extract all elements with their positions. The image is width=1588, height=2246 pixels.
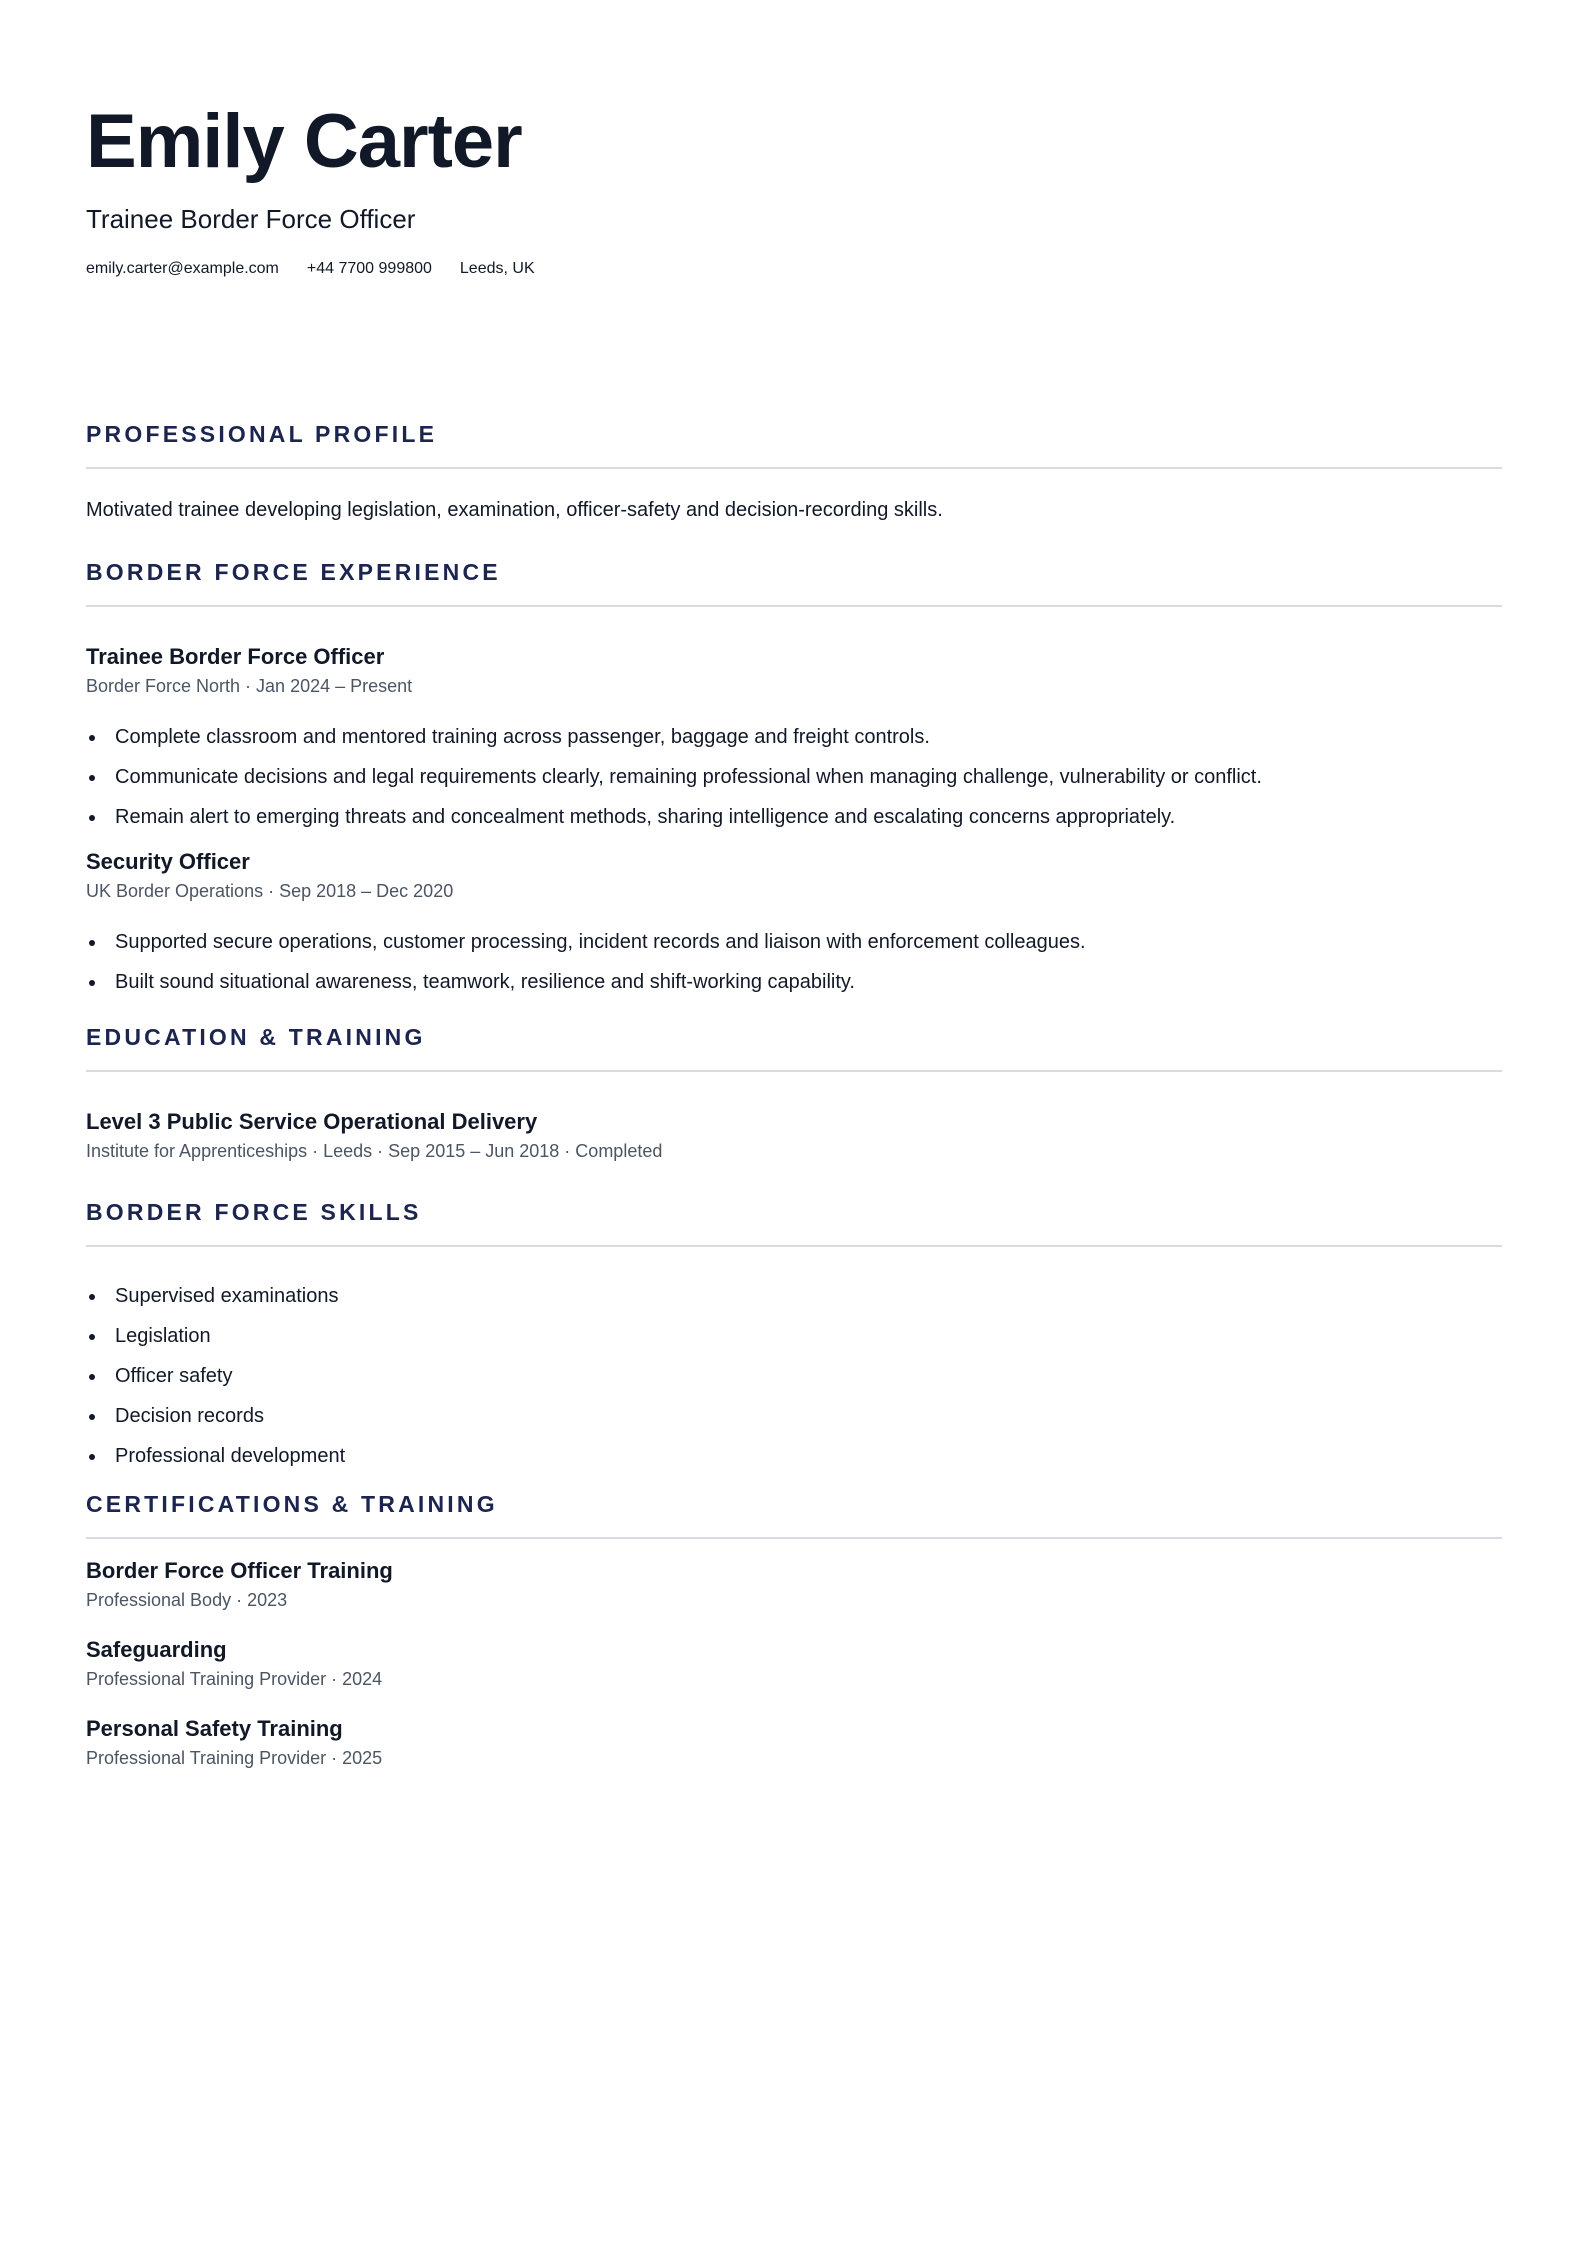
section-divider [86, 605, 1502, 607]
job-title: Security Officer [86, 849, 250, 874]
education-meta: Institute for Apprenticeships · Leeds · Sep 2015 – Jun 2018 · Completed [86, 1141, 663, 1161]
section-divider [86, 1245, 1502, 1247]
skill-item: Legislation [86, 1322, 1502, 1350]
job-meta: Border Force North · Jan 2024 – Present [86, 676, 413, 696]
certification-name: Border Force Officer Training [86, 1558, 393, 1583]
job-title: Trainee Border Force Officer [86, 644, 385, 669]
education-name: Level 3 Public Service Operational Delivery [86, 1109, 538, 1134]
skill-item: Professional development [86, 1442, 1502, 1470]
education-entry [86, 1107, 1502, 1164]
skill-item: Supervised examinations [86, 1282, 1502, 1310]
skills-list [86, 1282, 1502, 1470]
job-bullet: Supported secure operations, customer processing, incident records and liaison with enforcement colleagues. [86, 928, 1502, 956]
section-title-profile: PROFESSIONAL PROFILE [86, 421, 438, 447]
certification-entry [86, 1635, 1502, 1692]
section-divider [86, 467, 1502, 469]
job-bullet: Remain alert to emerging threats and concealment methods, sharing intelligence and escalating concerns appropriately. [86, 803, 1502, 831]
job-entry [86, 847, 1502, 996]
contact-line [86, 258, 1502, 280]
certification-meta: Professional Training Provider · 2025 [86, 1748, 383, 1768]
section-title-skills: BORDER FORCE SKILLS [86, 1199, 422, 1225]
section-title-education: EDUCATION & TRAINING [86, 1024, 426, 1050]
contact-email[interactable]: emily.carter@example.com [86, 260, 279, 277]
profile-summary: Motivated trainee developing legislation, examination, officer-safety and decision-recording skills. [86, 499, 943, 521]
certification-entry [86, 1714, 1502, 1771]
section-certifications [86, 1489, 1502, 1771]
section-experience [86, 557, 1502, 996]
certification-name: Personal Safety Training [86, 1716, 343, 1741]
job-bullet: Built sound situational awareness, teamwork, resilience and shift-working capability. [86, 968, 1502, 996]
job-bullets [86, 928, 1502, 996]
job-bullet: Complete classroom and mentored training across passenger, baggage and freight controls. [86, 723, 1502, 751]
candidate-headline: Trainee Border Force Officer [86, 204, 416, 234]
contact-phone[interactable]: +44 7700 999800 [306, 260, 432, 277]
section-education [86, 1022, 1502, 1164]
section-title-experience: BORDER FORCE EXPERIENCE [86, 559, 501, 585]
job-bullet: Communicate decisions and legal requirements clearly, remaining professional when managing challenge, vulnerability or conflict. [86, 763, 1502, 791]
certification-meta: Professional Body · 2023 [86, 1590, 288, 1610]
job-meta: UK Border Operations · Sep 2018 – Dec 2020 [86, 881, 454, 901]
job-entry [86, 642, 1502, 831]
resume-header [86, 0, 1502, 280]
contact-location: Leeds, UK [459, 260, 535, 277]
section-divider [86, 1070, 1502, 1072]
section-skills [86, 1197, 1502, 1470]
section-profile [86, 419, 1502, 524]
skill-item: Decision records [86, 1402, 1502, 1430]
certification-entry [86, 1556, 1502, 1613]
certification-meta: Professional Training Provider · 2024 [86, 1669, 383, 1689]
certification-name: Safeguarding [86, 1637, 227, 1662]
job-bullets [86, 723, 1502, 831]
section-divider [86, 1537, 1502, 1539]
candidate-name: Emily Carter [86, 99, 522, 184]
section-title-certifications: CERTIFICATIONS & TRAINING [86, 1491, 498, 1517]
skill-item: Officer safety [86, 1362, 1502, 1390]
